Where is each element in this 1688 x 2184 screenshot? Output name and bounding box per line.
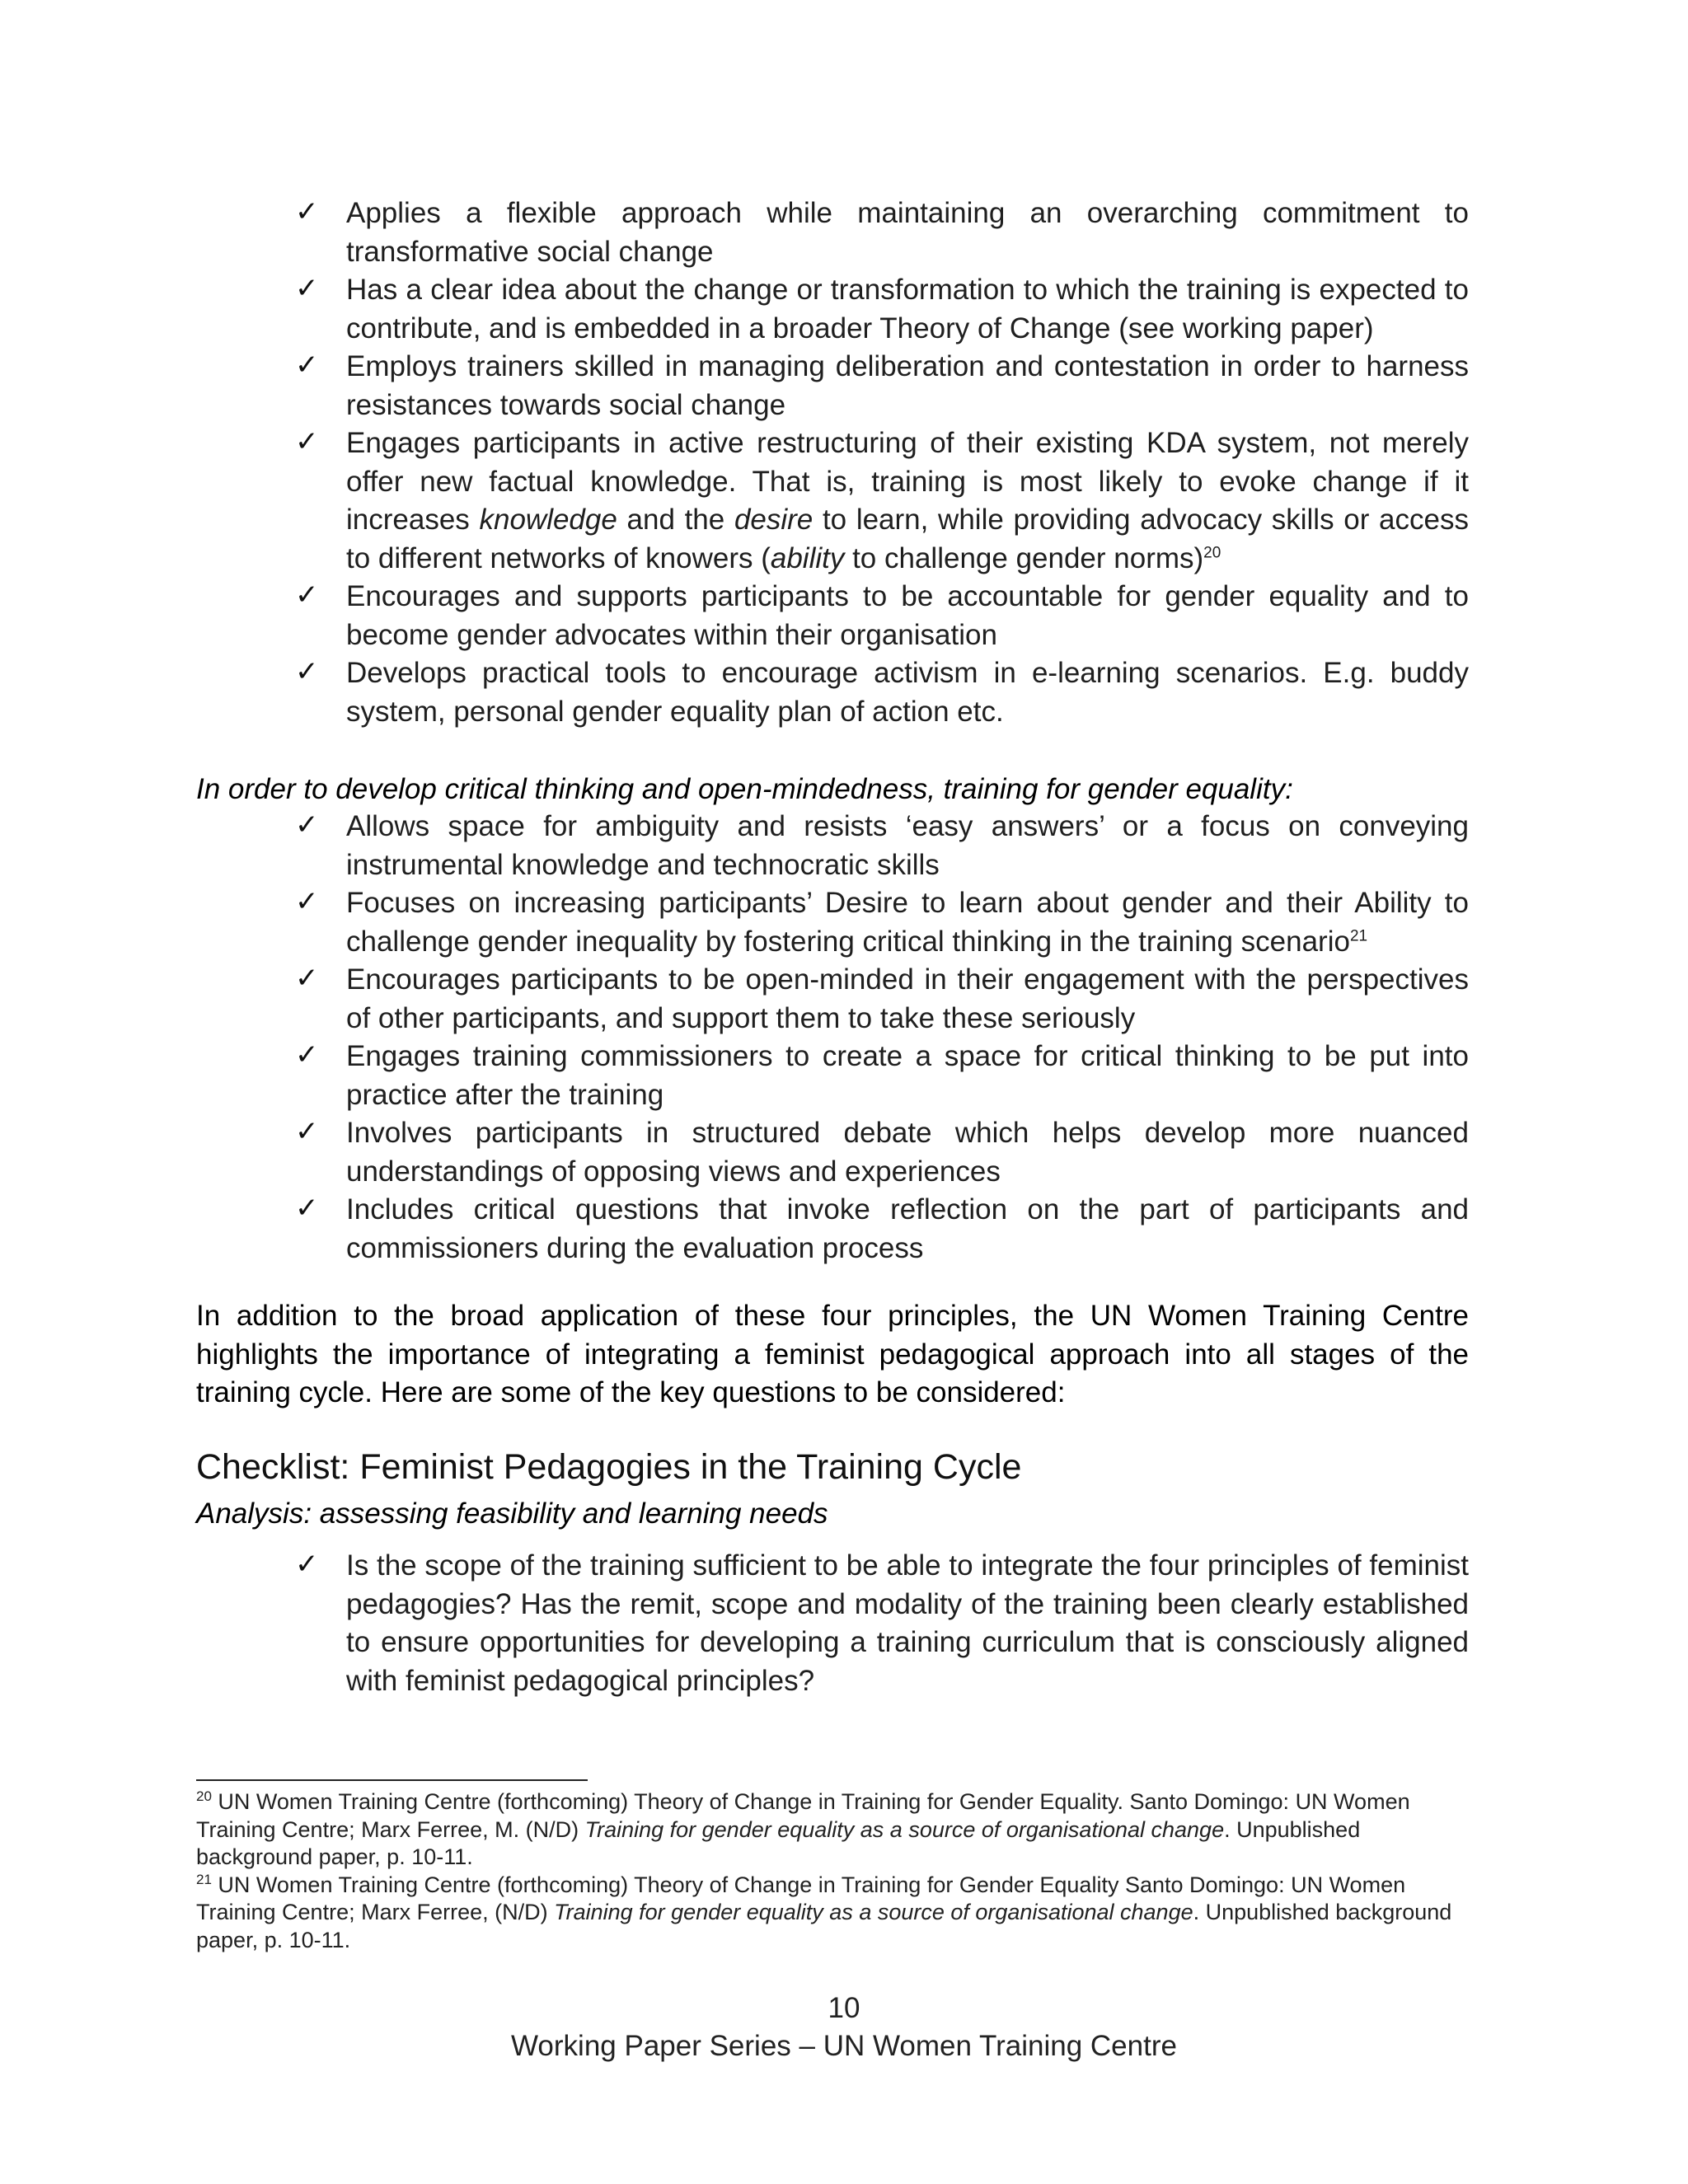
check-mark-icon: ✓: [295, 1038, 319, 1071]
list-item-text: Includes critical questions that invoke reflection on the part of participants and commissioners during the evaluation process: [346, 1193, 1469, 1264]
body-paragraph: In addition to the broad application of these four principles, the UN Women Training Centre highlights the importance of integrating a feminist pedagogical approach into all stages of the training cycle. Here are some of the key questions to be considered:: [196, 1300, 1469, 1408]
list-item: [295, 654, 1469, 731]
footnote-text: UN Women Training Centre (forthcoming) Theory of Change in Training for Gender Equality Santo Domingo: UN Women Training Centre; Marx Ferree, (N/D): [196, 1872, 1406, 1924]
footnote-text: . Unpublished background paper, p. 10-11.: [196, 1900, 1452, 1952]
list-item-text: Engages training commissioners to create a space for critical thinking to be put into practice after the training: [346, 1040, 1469, 1111]
list-item: [295, 194, 1469, 271]
list-item: [295, 271, 1469, 348]
check-mark-icon: ✓: [295, 655, 319, 688]
section-heading: Checklist: Feminist Pedagogies in the Training Cycle: [196, 1447, 1022, 1487]
list-item-text: Is the scope of the training sufficient to be able to integrate the four principles of feminist pedagogies? Has the remit, scope and modality of the training been clearly established to ensure opportunities for developing a training curriculum that is consciously aligned with feminist pedagogical principles?: [346, 1549, 1469, 1697]
text-run: to learn, while providing advocacy skills or access to different networks of knowers (: [346, 504, 1469, 574]
footnote-ref-21[interactable]: 21: [1349, 926, 1368, 944]
list-item-text: Employs trainers skilled in managing deliberation and contestation in order to harness resistances towards social change: [346, 350, 1469, 421]
emphasis-desire: desire: [734, 504, 814, 536]
list-item: [295, 1191, 1469, 1268]
list-item-text: Allows space for ambiguity and resists ‘easy answers’ or a focus on conveying instrumental knowledge and technocratic skills: [346, 810, 1469, 881]
emphasis-knowledge: knowledge: [479, 504, 617, 536]
list-item: [295, 961, 1469, 1038]
list-item-text: Develops practical tools to encourage activism in e-learning scenarios. E.g. buddy system, personal gender equality plan of action etc.: [346, 657, 1469, 728]
list-item: [295, 348, 1469, 424]
check-mark-icon: ✓: [295, 195, 319, 228]
list-item: [295, 424, 1469, 578]
check-mark-icon: ✓: [295, 1192, 319, 1225]
footnote-number: 20: [196, 1788, 212, 1804]
check-mark-icon: ✓: [295, 1115, 319, 1148]
list-item-text: Applies a flexible approach while maintaining an overarching commitment to transformative social change: [346, 197, 1469, 268]
footer-title: Working Paper Series – UN Women Training Centre: [511, 2030, 1177, 2062]
check-mark-icon: ✓: [295, 885, 319, 918]
lead-in-critical-thinking: In order to develop critical thinking and open-mindedness, training for gender equality:: [196, 773, 1293, 805]
footnote-20: [196, 1788, 1482, 1872]
footnote-21: [196, 1872, 1482, 1955]
text-run: and the: [617, 504, 734, 536]
text-run: Engages participants in active restructuring of their existing KDA system, not merely offer new factual knowledge. That is, training is most likely to evoke change if it increases: [346, 427, 1469, 536]
check-mark-icon: ✓: [295, 349, 319, 382]
list-item: [295, 1114, 1469, 1191]
check-mark-icon: ✓: [295, 579, 319, 612]
list-item-text: Encourages and supports participants to be accountable for gender equality and to become gender advocates within their organisation: [346, 580, 1469, 651]
list-item-text: Has a clear idea about the change or transformation to which the training is expected to contribute, and is embedded in a broader Theory of Change (see working paper): [346, 274, 1469, 344]
footnotes: [196, 1788, 1482, 1954]
footnote-text: UN Women Training Centre (forthcoming) Theory of Change in Training for Gender Equality. Santo Domingo: UN Women Training Centre; Marx Ferree, M. (N/D): [196, 1789, 1410, 1842]
emphasis-ability: ability: [770, 541, 845, 574]
checklist-principles: [0, 194, 1688, 731]
checklist-critical-thinking: [0, 808, 1688, 1268]
checklist-analysis: [0, 1547, 1688, 1700]
list-item: [295, 578, 1469, 654]
list-item-text: Encourages participants to be open-minded in their engagement with the perspectives of other participants, and support them to take these seriously: [346, 963, 1469, 1034]
footnote-title: Training for gender equality as a source of organisational change: [554, 1900, 1193, 1924]
list-item: [295, 1038, 1469, 1114]
list-item-text: [346, 884, 1469, 961]
text-run: Focuses on increasing participants’ Desire to learn about gender and their Ability to challenge gender inequality by fostering critical thinking in the training scenario: [346, 887, 1469, 958]
check-mark-icon: ✓: [295, 1548, 319, 1581]
list-item-text: Involves participants in structured debate which helps develop more nuanced understandings of opposing views and experiences: [346, 1117, 1469, 1188]
list-item: [295, 808, 1469, 884]
list-item-text: [346, 424, 1469, 578]
footnote-number: 21: [196, 1871, 212, 1887]
check-mark-icon: ✓: [295, 272, 319, 305]
sub-heading-analysis: Analysis: assessing feasibility and learning needs: [196, 1497, 828, 1530]
footnote-ref-20[interactable]: 20: [1203, 543, 1221, 561]
list-item: [295, 884, 1469, 961]
footnote-title: Training for gender equality as a source of organisational change: [584, 1816, 1225, 1842]
text-run: to challenge gender norms): [844, 541, 1204, 574]
footnote-text: . Unpublished background paper, p. 10-11.: [196, 1816, 1361, 1869]
check-mark-icon: ✓: [295, 808, 319, 841]
page-number: 10: [828, 1992, 860, 2024]
list-item: [295, 1547, 1469, 1700]
check-mark-icon: ✓: [295, 425, 319, 458]
check-mark-icon: ✓: [295, 962, 319, 995]
footnote-divider: [196, 1779, 588, 1781]
